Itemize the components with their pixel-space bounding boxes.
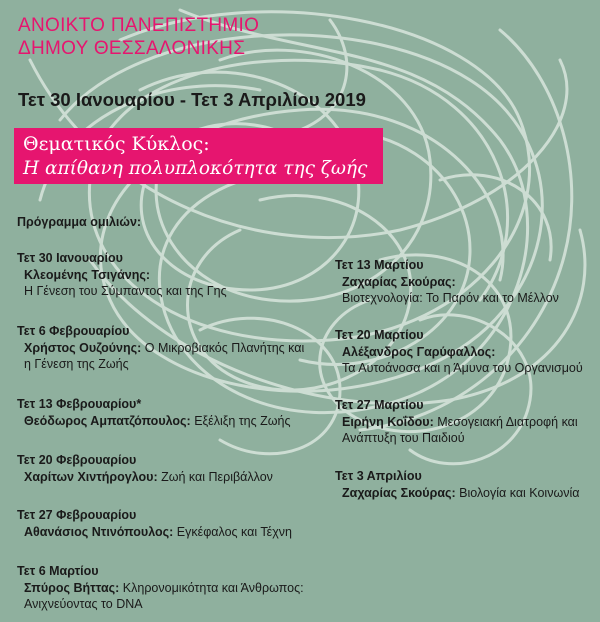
talk-date: Τετ 30 Ιανουαρίου <box>17 251 123 265</box>
talk-date: Τετ 20 Φεβρουαρίου <box>17 453 137 467</box>
talk-speaker: Χρήστος Ουζούνης: <box>24 340 142 355</box>
talk-date: Τετ 27 Μαρτίου <box>335 398 424 412</box>
talk-date: Τετ 3 Απριλίου <box>335 469 422 483</box>
date-range: Τετ 30 Ιανουαρίου - Τετ 3 Απριλίου 2019 <box>18 89 366 110</box>
talk-date: Τετ 6 Φεβρουαρίου <box>17 324 130 338</box>
theme-banner <box>14 128 383 184</box>
talk-date: Τετ 13 Μαρτίου <box>335 258 424 272</box>
talk-date: Τετ 27 Φεβρουαρίου <box>17 508 137 522</box>
talk-item <box>335 397 590 447</box>
talk-title: Βιολογία και Κοινωνία <box>459 485 580 500</box>
talk-speaker: Θεόδωρος Αμπατζόπουλος: <box>24 413 191 428</box>
talk-speaker: Κλεομένης Τσιγάνης: <box>24 267 151 282</box>
talk-title: Η Γένεση του Σύμπαντος και της Γης <box>24 284 227 298</box>
talk-speaker: Ζαχαρίας Σκούρας: <box>342 485 456 500</box>
talk-item <box>17 250 317 300</box>
talk-item <box>335 468 595 501</box>
talk-title: Ο Μικροβιακός Πλανήτης και η Γένεση της Ζωής <box>24 340 305 371</box>
talk-speaker: Χαρίτων Χιντήρογλου: <box>24 469 158 484</box>
organization-name <box>18 14 259 60</box>
talk-speaker: Αθανάσιος Ντινόπουλος: <box>24 524 174 539</box>
talk-title: Τα Αυτοάνοσα και η Άμυνα του Οργανισμού <box>342 361 583 375</box>
talk-title: Κληρονομικότητα και Άνθρωπος: Ανιχνεύοντας το DNA <box>24 580 304 611</box>
talk-date: Τετ 6 Μαρτίου <box>17 564 99 578</box>
talk-title: Ζωή και Περιβάλλον <box>161 469 273 484</box>
talk-speaker: Αλέξανδρος Γαρύφαλλος: <box>342 344 496 359</box>
theme-title: Η απίθανη πολυπλοκότητα της ζωής <box>23 158 368 179</box>
talk-item <box>17 507 317 540</box>
talk-speaker: Ειρήνη Κοΐδου: <box>342 414 434 429</box>
talk-title: Εξέλιξη της Ζωής <box>194 413 291 428</box>
talk-date: Τετ 13 Φεβρουαρίου* <box>17 397 142 411</box>
talk-date: Τετ 20 Μαρτίου <box>335 328 424 342</box>
talk-item <box>335 257 595 307</box>
talk-title: Βιοτεχνολογία: Το Παρόν και το Μέλλον <box>342 291 559 305</box>
talk-item <box>17 323 307 373</box>
talk-title: Εγκέφαλος και Τέχνη <box>176 524 292 539</box>
talk-title: Μεσογειακή Διατροφή και Ανάπτυξη του Παιδιού <box>342 414 578 445</box>
program-heading: Πρόγραμμα ομιλιών: <box>17 215 142 229</box>
talk-item <box>17 452 317 485</box>
talk-speaker: Σπύρος Βήττας: <box>24 580 120 595</box>
talk-speaker: Ζαχαρίας Σκούρας: <box>342 274 456 289</box>
talk-item <box>17 563 307 613</box>
org-line-1: ΑΝΟΙΚΤΟ ΠΑΝΕΠΙΣΤΗΜΙΟ <box>18 15 260 36</box>
talk-item <box>17 396 317 429</box>
theme-label: Θεματικός Κύκλος: <box>23 133 210 155</box>
org-line-2: ΔΗΜΟΥ ΘΕΣΣΑΛΟΝΙΚΗΣ <box>18 38 246 59</box>
talk-item <box>335 327 595 377</box>
